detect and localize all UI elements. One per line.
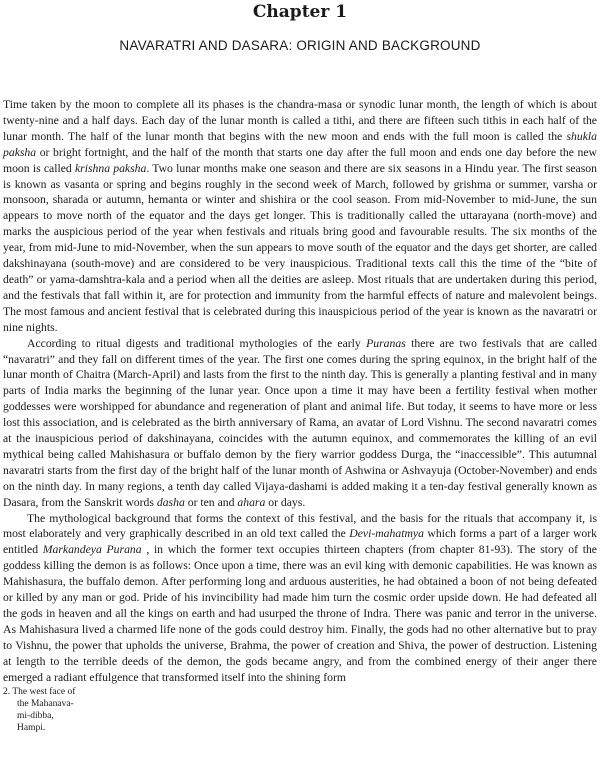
text-run: or days.: [265, 495, 306, 509]
paragraph: [3, 336, 597, 511]
text-run: or bright fortnight, and the half of the month that starts one day after the full moon and ends one day before the new moon is called: [3, 145, 597, 175]
figure-caption: [3, 686, 99, 734]
caption-line: 2. The west face of: [3, 687, 76, 697]
caption-line: the Mahanava-: [17, 699, 74, 709]
text-run: The mythological background that forms the context of this festival, and the basis for the rituals that accompany it, is most elaborately and very graphically described in an old text called the: [3, 511, 597, 541]
italic-term: krishna paksha: [74, 161, 147, 175]
text-run: . Two lunar months make one season and there are six seasons in a Hindu year. The first season is known as vasanta or spring and begins roughly in the second week of March, followed by grishma or summer, varsha or monsoon, sharada or autumn, hemanta or winter and shishira or the cool season. From mid-November to mid-June, the sun appears to move north of the equator and the days get longer. This is traditionally called the uttarayana (north-move) and marks the auspicious period of the year when festivals and rituals bring good and favourable results. The six months of the year, from mid-June to mid-November, when the sun appears to move south of the equator and the days get shorter, are called dakshinayana (south-move) and are considered to be very inauspicious. Traditional texts call this the time of the “bite of death” or yama-damshtra-kala and a period when all the deities are asleep. Most rituals that are undertaken during this period, and the festivals that fall within it, are for protection and immunity from the harmful effects of nature and malevolent beings. The most famous and ancient festival that is celebrated during this inauspicious period of the year is known as the navaratri or nine nights.: [3, 161, 597, 334]
text-run: Time taken by the moon to complete all its phases is the chandra-masa or synodic lunar month, the length of which is about twenty-nine and a half days. Each day of the lunar month is called a tithi, and there are fifteen such tithis in each half of the lunar month. The half of the lunar month that begins with the new moon and ends with the full moon is called the: [3, 98, 597, 143]
italic-term: dasha: [156, 495, 185, 509]
chapter-title: NAVARATRI AND DASARA: ORIGIN AND BACKGROUND: [119, 38, 481, 53]
body-text: [3, 97, 597, 686]
text-run: According to ritual digests and traditional mythologies of the early: [27, 336, 367, 350]
text-run: or ten and: [184, 495, 238, 509]
paragraph: [3, 511, 597, 686]
text-run: , in which the former text occupies thirteen chapters (from chapter 81-93). The story of the goddess killing the demon is as follows: Once upon a time, there was an evil king with demonic capabilities. He was known as Mahishasura, the buffalo demon. After performing long and arduous austerities, he had obtained a boon of not being defeated or killed by any man or god. Pride of his invincibility had made him turn the cosmic order upside down. He had defeated all the gods in heaven and all the kings on earth and had usurped the throne of Indra. There was panic and terror in the universe. As Mahishasura lived a charmed life none of the gods could destroy him. Finally, the gods had no other alternative but to pray to Vishnu, the power that upholds the universe, Brahma, the power of creation and Shiva, the power of destruction. Listening at length to the terrible deeds of the demon, the gods became angry, and from the combined energy of their anger there emerged a radiant effulgence that transformed itself into the shining form: [3, 543, 597, 684]
italic-term: Devi-mahatmya: [349, 527, 424, 541]
text-run: which forms a part of a larger work entitled: [3, 527, 597, 557]
italic-term: Markandeya Purana: [42, 543, 142, 557]
paragraph: [3, 97, 597, 336]
caption-line: Hampi.: [17, 723, 46, 733]
italic-term: ahara: [237, 495, 266, 509]
caption-line: mi-dibba,: [17, 711, 54, 721]
italic-term: shukla paksha: [3, 129, 597, 159]
chapter-heading: Chapter 1: [252, 2, 348, 22]
italic-term: Puranas: [366, 336, 406, 350]
text-run: there are two festivals that are called “navaratri” and they fall on different times of the year. The first one comes during the spring equinox, in the bright half of the lunar month of Chaitra (March-April) and lasts from the first to the ninth day. This is generally a planting festival and in many parts of India marks the beginning of the lunar year. Once upon a time it may have been a fertility festival when mother goddesses were worshipped for abundance and regeneration of plant and animal life. But today, it seems to have more or less lost this association, and is celebrated as the birth anniversary of Rama, an avatar of Lord Vishnu. The second navaratri comes at the inauspicious period of dakshinayana, coincides with the autumn equinox, and commemorates the killing of an evil mythical being called Mahishasura or buffalo demon by the fiery warrior goddess Durga, the “inaccessible”. This autumnal navaratri starts from the first day of the bright half of the lunar month of Ashwina or Ashvayuja (October-November) and ends on the ninth day. In many regions, a tenth day called Vijaya-dashami is added making it a ten-day festival generally known as Dasara, from the Sanskrit words: [3, 336, 597, 509]
